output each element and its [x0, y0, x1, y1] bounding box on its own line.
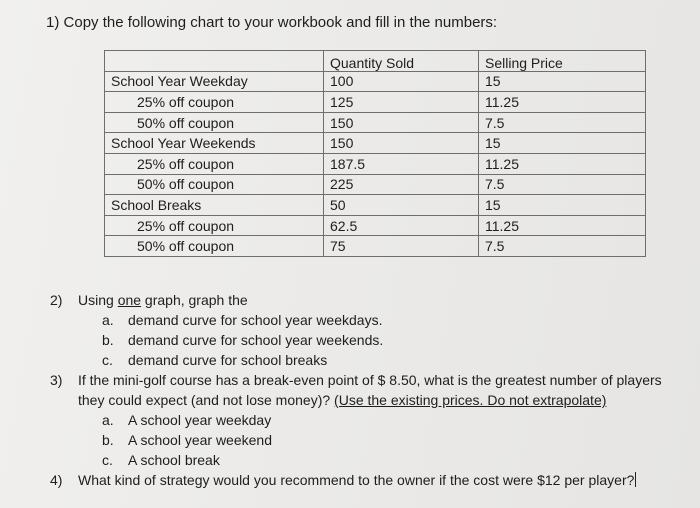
header-selling-price: Selling Price [479, 51, 646, 72]
table-row [105, 71, 646, 92]
table-row [105, 153, 646, 174]
question-2 [50, 290, 690, 310]
table-row [105, 92, 646, 113]
sales-table [104, 50, 646, 257]
question-2-item [50, 330, 690, 350]
row-price: 7.5 [479, 112, 646, 133]
row-label: School Year Weekday [105, 71, 324, 92]
row-label: 50% off coupon [105, 112, 324, 133]
row-price: 7.5 [479, 236, 646, 257]
row-price: 15 [479, 195, 646, 216]
item-text: A school break [128, 452, 220, 468]
item-text: A school year weekend [128, 432, 272, 448]
item-letter: b. [102, 332, 114, 348]
row-label: School Breaks [105, 195, 324, 216]
row-label: 25% off coupon [105, 215, 324, 236]
question-1 [46, 14, 497, 31]
item-text: demand curve for school year weekdays. [128, 312, 383, 328]
row-quantity: 62.5 [324, 215, 479, 236]
row-price: 11.25 [479, 153, 646, 174]
row-label: 50% off coupon [105, 236, 324, 257]
table-row [105, 215, 646, 236]
question-3-text-line2: they could expect (and not lose money)? [78, 392, 335, 408]
table-row [105, 133, 646, 154]
item-text: demand curve for school breaks [128, 352, 328, 368]
row-label: 25% off coupon [105, 92, 324, 113]
row-quantity: 187.5 [324, 153, 479, 174]
question-2-number: 2) [50, 292, 63, 308]
table-row [105, 174, 646, 195]
question-3-continued [50, 390, 690, 410]
header-label [105, 51, 324, 72]
question-3-item [50, 430, 690, 450]
question-1-text: Copy the following chart to your workbook and fill in the numbers: [63, 14, 498, 31]
row-price: 15 [479, 71, 646, 92]
item-letter: c. [102, 452, 113, 468]
row-label: 50% off coupon [105, 174, 324, 195]
row-price: 11.25 [479, 92, 646, 113]
question-3-number: 3) [50, 372, 63, 388]
question-1-number: 1) [46, 14, 60, 31]
question-3-text-underlined: (Use the existing prices. Do not extrapolate) [334, 392, 607, 408]
header-quantity-sold: Quantity Sold [324, 51, 479, 72]
questions-section [50, 290, 690, 490]
question-3-item [50, 410, 690, 430]
row-quantity: 125 [324, 92, 479, 113]
item-text: demand curve for school year weekends. [128, 332, 384, 348]
table-row [105, 195, 646, 216]
row-label: 25% off coupon [105, 153, 324, 174]
question-4-text: What kind of strategy would you recommend to the owner if the cost were $12 per player? [78, 472, 635, 488]
table-header-row [105, 51, 646, 72]
item-letter: a. [102, 412, 114, 428]
table-row [105, 236, 646, 257]
question-3-text-line1: If the mini-golf course has a break-even point of $ 8.50, what is the greatest number of players [78, 372, 662, 388]
row-quantity: 150 [324, 133, 479, 154]
item-text: A school year weekday [128, 412, 272, 428]
question-2-text-pre: Using [78, 292, 118, 308]
row-quantity: 50 [324, 195, 479, 216]
row-price: 7.5 [479, 174, 646, 195]
row-price: 11.25 [479, 215, 646, 236]
question-3-item [50, 450, 690, 470]
question-2-item [50, 310, 690, 330]
item-letter: a. [102, 312, 114, 328]
row-label: School Year Weekends [105, 133, 324, 154]
table-row [105, 112, 646, 133]
row-quantity: 100 [324, 71, 479, 92]
text-cursor [635, 472, 636, 487]
question-3 [50, 370, 690, 390]
question-2-text-underlined: one [117, 292, 142, 308]
question-2-item [50, 350, 690, 370]
row-quantity: 150 [324, 112, 479, 133]
item-letter: c. [102, 352, 113, 368]
question-4 [50, 470, 690, 490]
item-letter: b. [102, 432, 114, 448]
row-price: 15 [479, 133, 646, 154]
question-4-number: 4) [50, 472, 63, 488]
row-quantity: 225 [324, 174, 479, 195]
row-quantity: 75 [324, 236, 479, 257]
question-2-text-post: graph, graph the [141, 292, 248, 308]
